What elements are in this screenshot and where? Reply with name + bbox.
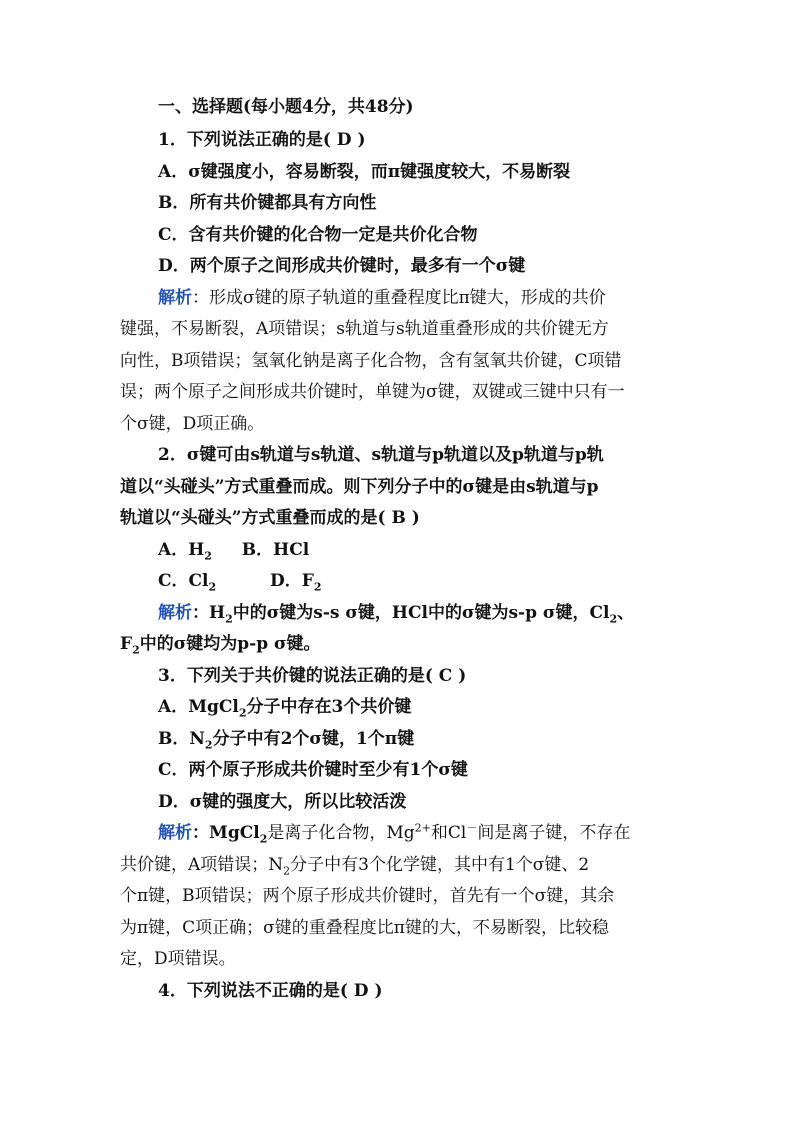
- q2-option-b: B．HCl: [241, 540, 310, 560]
- q2-exp-sub-3: 2: [132, 643, 140, 657]
- q2-options-ab: [158, 539, 714, 561]
- q3-option-b-pre: B．N: [158, 729, 205, 749]
- q3-explanation-line-4: 为π键，C项正确；σ键的重叠程度比π键的大，不易断裂，比较稳: [120, 918, 609, 938]
- q2-option-a: [158, 540, 212, 563]
- explanation-tag: 解析: [158, 603, 192, 623]
- q2-explanation-line-1: [158, 602, 714, 624]
- explanation-tag: 解析: [158, 823, 192, 843]
- q2-stem-line-3: 轨道以“头碰头”方式重叠而成的是( B ): [120, 508, 420, 528]
- q1-explanation-line-3: 向性，B项错误；氢氧化钠是离子化合物，含有氢氧共价键，C项错: [120, 351, 622, 371]
- q3-option-a: [158, 696, 714, 718]
- q2-exp-text-e: 中的σ键均为p-p σ键。: [139, 634, 321, 654]
- q1-option-a: A．σ键强度小，容易断裂，而π键强度较大，不易断裂: [158, 162, 571, 182]
- explanation-tag: 解析: [158, 288, 192, 308]
- q2-exp-text-a: ：H: [192, 603, 226, 623]
- q2-exp-text-b: 中的σ键为s-s σ键，HCl中的σ键为s-p σ键，Cl: [232, 603, 610, 623]
- q3-exp-text-d: 间是离子键，不存在: [477, 823, 631, 843]
- q3-option-a-subscript: 2: [238, 706, 247, 720]
- q2-exp-sub-1: 2: [225, 612, 233, 626]
- q3-option-a-pre: A．MgCl: [158, 697, 239, 717]
- q3-exp-text-e: 共价键，A项错误；N: [120, 855, 284, 875]
- q1-explanation-line-1: [158, 287, 714, 309]
- q2-exp-sub-2: 2: [609, 612, 618, 626]
- q2-stem-line-1: 2．σ键可由s轨道与s轨道、s轨道与p轨道以及p轨道与p轨: [158, 445, 604, 465]
- q2-option-c: [158, 571, 217, 594]
- q3-exp-sup-2: －: [466, 821, 478, 835]
- q2-option-d-subscript: 2: [313, 580, 322, 594]
- q3-exp-text-c: 和Cl: [430, 823, 467, 843]
- q3-exp-sup-1: 2+: [414, 821, 431, 835]
- q2-exp-text-d: F: [120, 634, 133, 654]
- q2-explanation-line-2: [120, 633, 676, 655]
- q3-option-a-post: 分子中存在3个共价键: [246, 697, 412, 717]
- q1-explanation-line-2: 键强，不易断裂，A项错误；s轨道与s轨道重叠形成的共价键无方: [120, 319, 609, 339]
- q3-explanation-line-5: 定，D项错误。: [120, 949, 236, 969]
- q2-option-c-subscript: 2: [208, 580, 217, 594]
- q3-option-d: D．σ键的强度大，所以比较活泼: [158, 792, 407, 812]
- section-heading: 一、选择题(每小题4分，共48分): [158, 97, 414, 117]
- q1-option-d: D．两个原子之间形成共价键时，最多有一个σ键: [158, 256, 526, 276]
- q3-option-b-post: 分子中有2个σ键，1个π键: [212, 729, 415, 749]
- q2-option-c-text: C．Cl: [158, 571, 209, 591]
- q3-option-c: C．两个原子形成共价键时至少有1个σ键: [158, 760, 468, 780]
- q3-exp-sub-2: 2: [283, 864, 291, 878]
- q1-option-c: C．含有共价键的化合物一定是共价化合物: [158, 225, 478, 245]
- q1-explanation-line-5: 个σ键，D项正确。: [120, 414, 265, 434]
- q2-options-cd: [158, 570, 714, 592]
- q3-exp-text-b: 是离子化合物，Mg: [267, 823, 415, 843]
- q3-option-b-subscript: 2: [204, 738, 213, 752]
- q3-exp-sub-1: 2: [259, 832, 268, 846]
- q4-stem: 4．下列说法不正确的是( D ): [158, 981, 383, 1001]
- q1-option-b: B．所有共价键都具有方向性: [158, 193, 377, 213]
- q3-exp-text-f: 分子中有3个化学键，其中有1个σ键、2: [290, 855, 590, 875]
- q2-option-a-subscript: 2: [204, 549, 212, 563]
- q2-option-a-text: A．H: [158, 540, 205, 560]
- q3-exp-text-a: ：MgCl: [192, 823, 260, 843]
- q1-explanation-text-1: ：形成σ键的原子轨道的重叠程度比π键大，形成的共价: [192, 288, 606, 308]
- q2-option-d-text: D．F: [270, 571, 314, 591]
- q3-option-b: [158, 728, 714, 750]
- q3-explanation-line-1: [158, 822, 714, 844]
- q1-explanation-line-4: 误；两个原子之间形成共价键时，单键为σ键，双键或三键中只有一: [120, 382, 625, 402]
- q1-stem: 1．下列说法正确的是( D ): [158, 130, 366, 150]
- q3-stem: 3．下列关于共价键的说法正确的是( C ): [158, 666, 467, 686]
- q3-explanation-line-3: 个π键，B项错误；两个原子形成共价键时，首先有一个σ键，其余: [120, 886, 615, 906]
- q2-stem-line-2: 道以“头碰头”方式重叠而成。则下列分子中的σ键是由s轨道与p: [120, 477, 599, 497]
- q2-exp-text-c: 、: [617, 603, 635, 623]
- q3-explanation-line-2: [120, 854, 676, 876]
- q2-option-d: [270, 571, 322, 594]
